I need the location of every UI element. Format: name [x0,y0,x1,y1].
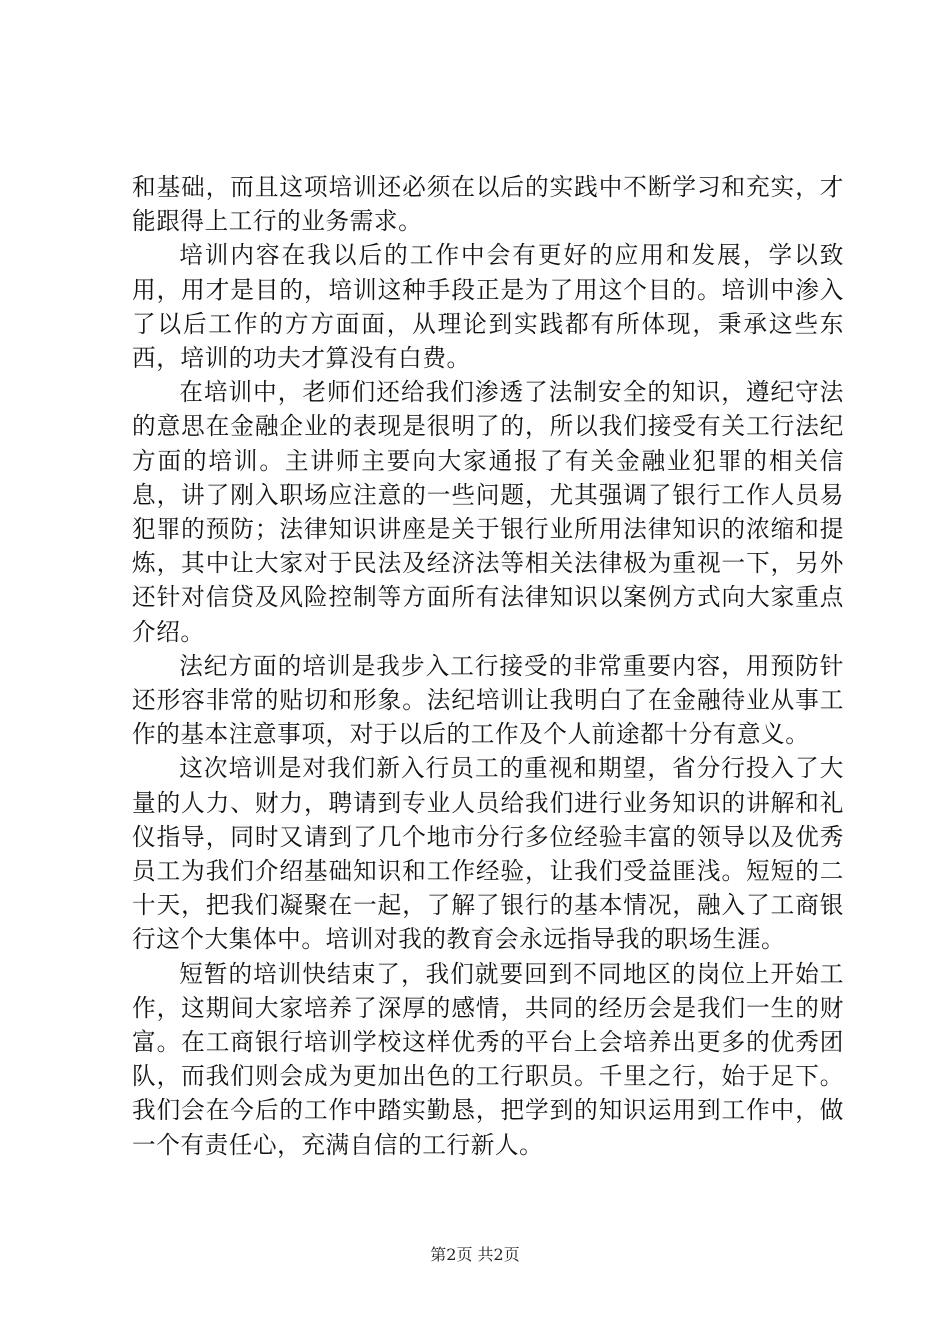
paragraph: 培训内容在我以后的工作中会有更好的应用和发展，学以致用，用才是目的，培训这种手段正是为了用这个目的。培训中渗入了以后工作的方方面面，从理论到实践都有所体现，秉承这些东西，培训的功夫才算没有白费。 [132,241,844,373]
page-footer: 第2页 共2页 [430,1245,520,1264]
paragraph: 这次培训是对我们新入行员工的重视和期望，省分行投入了大量的人力、财力，聘请到专业人员给我们进行业务知识的讲解和礼仪指导，同时又请到了几个地市分行多位经验丰富的领导以及优秀员工为我们介绍基础知识和工作经验，让我们受益匪浅。短短的二十天，把我们凝聚在一起，了解了银行的基本情况，融入了工商银行这个大集体中。培训对我的教育会永远指导我的职场生涯。 [132,754,844,954]
paragraph-continued: 和基础，而且这项培训还必须在以后的实践中不断学习和充实，才能跟得上工行的业务需求。 [132,173,844,236]
paragraph: 在培训中，老师们还给我们渗透了法制安全的知识，遵纪守法的意思在金融企业的表现是很明了的，所以我们接受有关工行法纪方面的培训。主讲师主要向大家通报了有关金融业犯罪的相关信息，讲了刚入职场应注意的一些问题，尤其强调了银行工作人员易犯罪的预防；法律知识讲座是关于银行业所用法律知识的浓缩和提炼，其中让大家对于民法及经济法等相关法律极为重视一下，另外还针对信贷及风险控制等方面所有法律知识以案例方式向大家重点介绍。 [132,378,844,646]
body-text [132,170,844,1162]
paragraph: 短暂的培训快结束了，我们就要回到不同地区的岗位上开始工作，这期间大家培养了深厚的感情，共同的经历会是我们一生的财富。在工商银行培训学校这样优秀的平台上会培养出更多的优秀团队，而我们则会成为更加出色的工行职员。千里之行，始于足下。我们会在今后的工作中踏实勤恳，把学到的知识运用到工作中，做一个有责任心，充满自信的工行新人。 [132,959,844,1159]
paragraph: 法纪方面的培训是我步入工行接受的非常重要内容，用预防针还形容非常的贴切和形象。法纪培训让我明白了在金融待业从事工作的基本注意事项，对于以后的工作及个人前途都十分有意义。 [132,651,844,749]
